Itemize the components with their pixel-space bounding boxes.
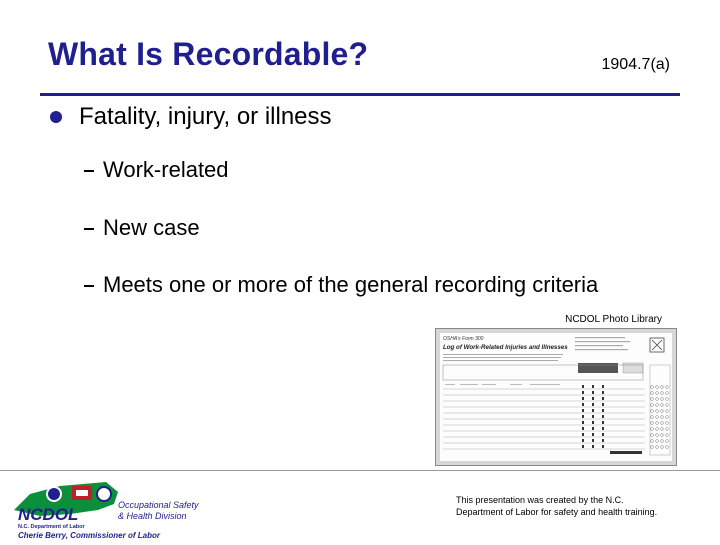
form-circle: [666, 410, 669, 413]
form-circle: [666, 434, 669, 437]
form-circle: [661, 422, 664, 425]
form-check-mark: [592, 397, 594, 400]
sub-bullet: [84, 215, 200, 241]
form-circle: [656, 428, 659, 431]
form-check-mark: [592, 391, 594, 394]
form-check-mark: [592, 385, 594, 388]
form-check-mark: [592, 433, 594, 436]
form-circle: [651, 428, 654, 431]
form-circle: [651, 398, 654, 401]
form-circle: [661, 434, 664, 437]
main-bullet: [48, 103, 332, 131]
form-circle: [666, 416, 669, 419]
form-circle: [656, 398, 659, 401]
credit-text: This presentation was created by the N.C. Department of Labor for safety and health training.: [456, 495, 658, 517]
form-check-mark: [602, 397, 604, 400]
form-check-mark: [582, 409, 584, 412]
form-circle: [661, 398, 664, 401]
dash-icon: [84, 170, 94, 172]
form-check-mark: [592, 409, 594, 412]
nc-map-logo-icon: [10, 474, 210, 540]
form-circle: [651, 434, 654, 437]
form-check-mark: [602, 391, 604, 394]
form-circle: [656, 404, 659, 407]
page-title: What Is Recordable?: [48, 36, 369, 72]
dash-icon: [84, 285, 94, 287]
form-title: Log of Work-Related Injuries and Illnesses: [443, 344, 568, 351]
form-circle: [661, 428, 664, 431]
form-check-mark: [602, 439, 604, 442]
logo-text: NCDOL: [18, 505, 79, 524]
ncdol-logo: [10, 474, 210, 540]
form-circle: [666, 398, 669, 401]
form-check-mark: [602, 415, 604, 418]
form-circle: [651, 386, 654, 389]
form-check-mark: [592, 427, 594, 430]
form-circle: [661, 446, 664, 449]
form-check-mark: [582, 391, 584, 394]
form-check-mark: [602, 421, 604, 424]
sub-bullet-text: New case: [103, 215, 200, 240]
form-circle: [656, 422, 659, 425]
form-check-mark: [602, 445, 604, 448]
regulation-citation: 1904.7(a): [601, 56, 670, 73]
form-circle: [661, 416, 664, 419]
dash-icon: [84, 228, 94, 230]
form-circle: [666, 446, 669, 449]
sub-bullet-text: Meets one or more of the general recording criteria: [103, 272, 599, 297]
form-circle: [651, 392, 654, 395]
main-bullet-text: Fatality, injury, or illness: [79, 103, 332, 130]
sub-bullet-text: Work-related: [103, 157, 229, 182]
sub-bullet: [84, 157, 229, 183]
form-check-mark: [592, 439, 594, 442]
form-circle: [666, 386, 669, 389]
osha-form-photo: [435, 328, 677, 466]
form-circle: [651, 410, 654, 413]
form-check-mark: [582, 415, 584, 418]
division-line2: & Health Division: [118, 511, 187, 521]
sub-bullet: [84, 272, 598, 298]
form-circle: [656, 392, 659, 395]
form-check-mark: [592, 415, 594, 418]
photo-caption: NCDOL Photo Library: [565, 314, 662, 325]
title-divider: [40, 93, 680, 96]
division-line1: Occupational Safety: [118, 500, 199, 510]
form-drawing: [440, 333, 672, 461]
form-check-mark: [602, 433, 604, 436]
dept-text: N.C. Department of Labor: [18, 524, 85, 530]
form-circle: [651, 404, 654, 407]
form-check-mark: [592, 403, 594, 406]
form-circle: [656, 386, 659, 389]
form-check-mark: [582, 421, 584, 424]
form-circle: [656, 440, 659, 443]
form-check-mark: [602, 403, 604, 406]
commissioner-text: Cherie Berry, Commissioner of Labor: [18, 531, 160, 540]
form-circle: [661, 386, 664, 389]
form-circle: [666, 404, 669, 407]
form-circle: [661, 440, 664, 443]
footer-divider: [0, 470, 720, 471]
form-circle: [656, 446, 659, 449]
form-paper: [440, 333, 672, 461]
form-header: OSHA's Form 300: [443, 336, 484, 342]
form-circle: [651, 440, 654, 443]
form-circle: [661, 392, 664, 395]
form-check-mark: [582, 439, 584, 442]
form-circle: [656, 434, 659, 437]
form-circle: [661, 404, 664, 407]
form-check-mark: [602, 385, 604, 388]
form-circle: [656, 416, 659, 419]
form-check-mark: [582, 427, 584, 430]
form-circle: [666, 422, 669, 425]
form-check-mark: [582, 445, 584, 448]
form-check-mark: [592, 421, 594, 424]
form-check-mark: [582, 403, 584, 406]
form-check-mark: [582, 397, 584, 400]
form-check-mark: [582, 385, 584, 388]
bullet-dot-icon: [50, 111, 62, 123]
form-check-mark: [582, 433, 584, 436]
form-circle: [666, 428, 669, 431]
form-circle: [651, 446, 654, 449]
form-check-mark: [602, 409, 604, 412]
form-circle: [651, 422, 654, 425]
form-check-mark: [592, 445, 594, 448]
form-circle: [656, 410, 659, 413]
form-check-mark: [602, 427, 604, 430]
form-circle: [651, 416, 654, 419]
form-circle: [661, 410, 664, 413]
form-circle: [666, 392, 669, 395]
form-circle: [666, 440, 669, 443]
